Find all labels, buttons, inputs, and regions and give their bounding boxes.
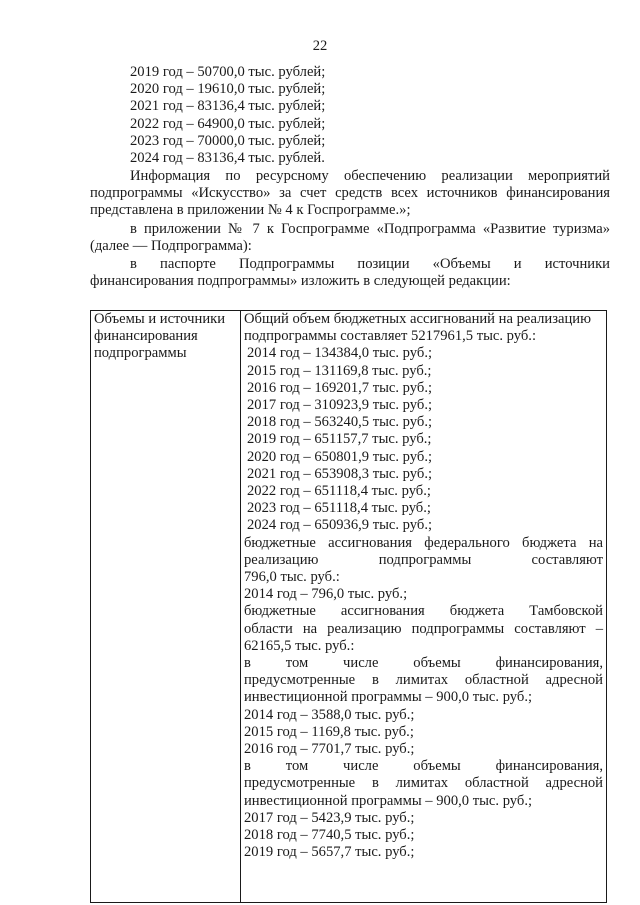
list-item: 2022 год – 64900,0 тыс. рублей; — [130, 115, 326, 132]
list-item: 2024 год – 650936,9 тыс. руб.; — [247, 517, 433, 534]
list-item: 2023 год – 651118,4 тыс. руб.; — [247, 500, 431, 517]
list-item: 2014 год – 134384,0 тыс. руб.; — [247, 345, 433, 362]
list-item: 2021 год – 83136,4 тыс. рублей; — [130, 98, 326, 115]
list-item: 2017 год – 5423,9 тыс. руб.; — [244, 809, 415, 826]
cell-line: в том числе объемы финансирования, — [244, 758, 603, 775]
cell-line: 796,0 тыс. руб.: — [244, 569, 340, 586]
list-item: 2023 год – 70000,0 тыс. рублей; — [130, 132, 326, 149]
list-item: 2016 год – 169201,7 тыс. руб.; — [247, 379, 433, 396]
cell-line: подпрограммы составляет 5217961,5 тыс. руб.: — [244, 328, 537, 345]
paragraph-line: в паспорте Подпрограммы позиции «Объемы и источники — [130, 256, 610, 272]
list-item: 2014 год – 3588,0 тыс. руб.; — [244, 706, 415, 723]
list-item: 2015 год – 1169,8 тыс. руб.; — [244, 723, 414, 740]
table-row — [91, 311, 607, 903]
list-item: 2022 год – 651118,4 тыс. руб.; — [247, 483, 431, 500]
cell-line: бюджетные ассигнования бюджета Тамбовской — [244, 603, 603, 620]
cell-line: в том числе объемы финансирования, — [244, 655, 603, 672]
paragraph-line: представлена в приложении № 4 к Госпрограмме.»; — [90, 202, 411, 219]
list-item: 2021 год – 653908,3 тыс. руб.; — [247, 465, 433, 482]
cell-line: реализацию подпрограммы составляют — [244, 551, 603, 568]
paragraph-line: (далее — Подпрограмма): — [90, 238, 252, 255]
paragraph-resources — [90, 168, 610, 220]
list-item: 2020 год – 650801,9 тыс. руб.; — [247, 448, 433, 465]
table-cell-content — [241, 311, 607, 903]
paragraph-line: в приложении № 7 к Госпрограмме «Подпрограмма «Развитие туризма» — [130, 221, 610, 237]
list-item: 2016 год – 7701,7 тыс. руб.; — [244, 741, 415, 758]
list-item: 2018 год – 7740,5 тыс. руб.; — [244, 827, 415, 844]
cell-line: инвестиционной программы – 900,0 тыс. руб.; — [244, 689, 533, 706]
list-item: 2020 год – 19610,0 тыс. рублей; — [130, 81, 326, 98]
list-item: 2014 год – 796,0 тыс. руб.; — [244, 586, 408, 603]
list-item: 2017 год – 310923,9 тыс. руб.; — [247, 397, 433, 414]
cell-line: подпрограммы — [94, 345, 187, 362]
list-item: 2015 год – 131169,8 тыс. руб.; — [247, 362, 432, 379]
paragraph-passport — [90, 256, 610, 290]
list-item: 2019 год – 5657,7 тыс. руб.; — [244, 844, 415, 861]
cell-line: 62165,5 тыс. руб.: — [244, 637, 355, 654]
list-item: 2024 год – 83136,4 тыс. рублей. — [130, 150, 325, 167]
cell-line: области на реализацию подпрограммы составляют – — [244, 620, 603, 637]
cell-line: Общий объем бюджетных ассигнований на реализацию — [244, 311, 591, 327]
paragraph-line: финансирования подпрограммы» изложить в следующей редакции: — [90, 273, 511, 290]
page-number: 22 — [312, 38, 328, 54]
cell-line: бюджетные ассигнования федерального бюджета на — [244, 534, 603, 551]
passport-table — [90, 310, 607, 903]
cell-line: инвестиционной программы – 900,0 тыс. руб.; — [244, 792, 533, 809]
paragraph-appendix — [90, 221, 610, 255]
list-item: 2018 год – 563240,5 тыс. руб.; — [247, 414, 433, 431]
cell-line: предусмотренные в лимитах областной адресной — [244, 672, 603, 689]
paragraph-line: Информация по ресурсному обеспечению реализации мероприятий — [130, 168, 610, 184]
table-cell-label — [91, 311, 241, 903]
list-item: 2019 год – 50700,0 тыс. рублей; — [130, 64, 326, 80]
years-list — [90, 64, 610, 167]
cell-line: предусмотренные в лимитах областной адресной — [244, 775, 603, 792]
cell-line: финансирования — [94, 328, 198, 345]
list-item: 2019 год – 651157,7 тыс. руб.; — [247, 431, 432, 448]
paragraph-line: подпрограммы «Искусство» за счет средств всех источников финансирования — [90, 185, 610, 202]
cell-line: Объемы и источники — [94, 311, 226, 327]
